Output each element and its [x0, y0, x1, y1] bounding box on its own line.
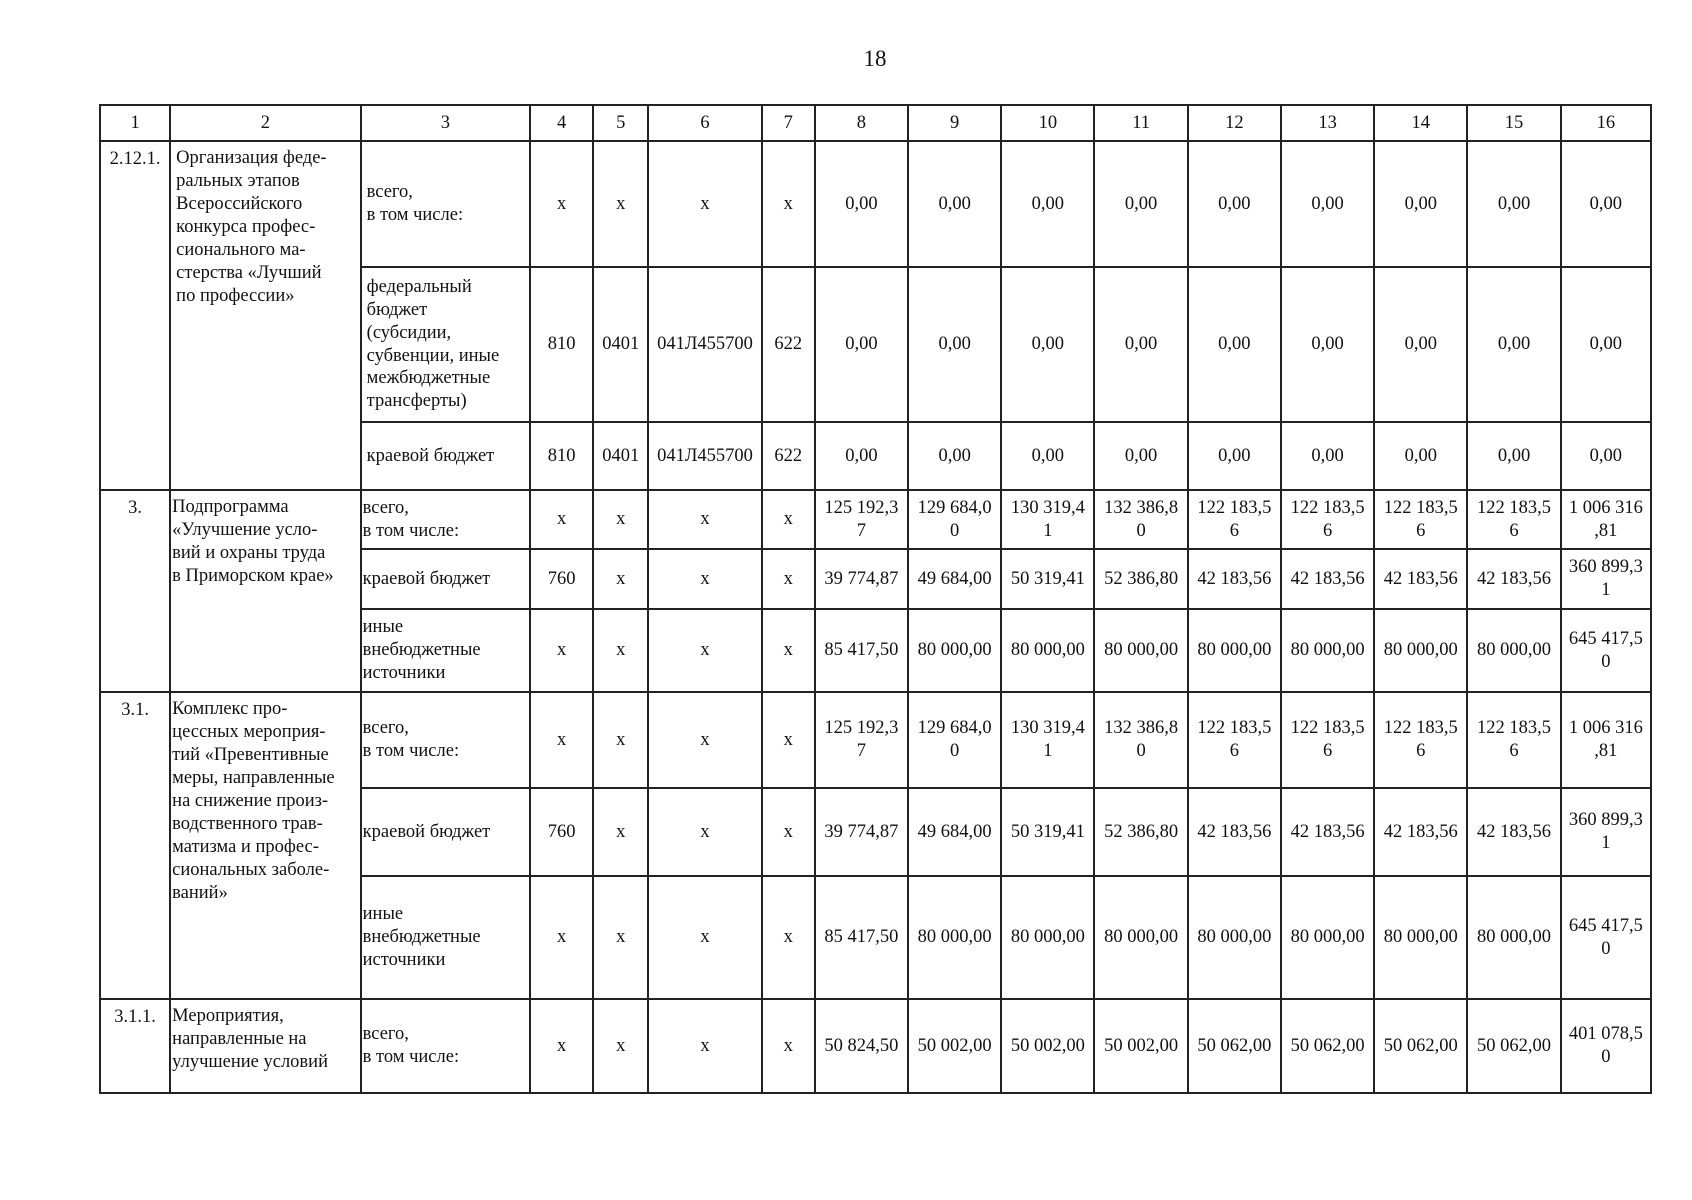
amount-cell: 1 006 316 ,81 — [1561, 692, 1651, 788]
amount-cell: 0,00 — [1281, 141, 1374, 267]
budget-code: х — [648, 999, 761, 1093]
page-number: 18 — [863, 46, 887, 71]
amount-cell: 0,00 — [1188, 422, 1281, 490]
column-header: 13 — [1281, 105, 1374, 141]
budget-code: х — [593, 609, 648, 692]
amount-cell: 122 183,5 6 — [1281, 692, 1374, 788]
amount-cell: 122 183,5 6 — [1467, 692, 1560, 788]
amount-cell: 122 183,5 6 — [1374, 490, 1467, 549]
item-name: Комплекс про- цессных мероприя- тий «Превентивные меры, направленные на снижение произ- водственного трав- матизма и профес- сиональных заболе- ваний» — [170, 692, 360, 999]
amount-cell: 0,00 — [1281, 422, 1374, 490]
amount-cell: 42 183,56 — [1188, 788, 1281, 876]
amount-cell: 125 192,3 7 — [815, 490, 908, 549]
amount-cell: 0,00 — [1467, 422, 1560, 490]
budget-code: 622 — [762, 422, 815, 490]
amount-cell: 80 000,00 — [1467, 876, 1560, 999]
funding-source: иные внебюджетные источники — [361, 609, 530, 692]
amount-cell: 50 002,00 — [908, 999, 1001, 1093]
amount-cell: 401 078,5 0 — [1561, 999, 1651, 1093]
amount-cell: 0,00 — [1561, 267, 1651, 422]
budget-code: х — [530, 999, 593, 1093]
funding-source: всего, в том числе: — [361, 141, 530, 267]
item-name: Организация феде- ральных этапов Всероссийского конкурса профес- сионального ма- стерства «Лучший по профессии» — [170, 141, 360, 490]
amount-cell: 50 062,00 — [1374, 999, 1467, 1093]
table-row — [100, 490, 1651, 549]
amount-cell: 42 183,56 — [1374, 549, 1467, 609]
amount-cell: 0,00 — [1001, 141, 1094, 267]
column-header: 10 — [1001, 105, 1094, 141]
budget-code: х — [648, 141, 761, 267]
budget-code: х — [762, 692, 815, 788]
table-row — [100, 999, 1651, 1093]
budget-code: х — [530, 141, 593, 267]
budget-code: 760 — [530, 788, 593, 876]
item-number: 3.1. — [100, 692, 170, 999]
amount-cell: 39 774,87 — [815, 788, 908, 876]
funding-source: краевой бюджет — [361, 422, 530, 490]
amount-cell: 0,00 — [815, 422, 908, 490]
amount-cell: 80 000,00 — [908, 609, 1001, 692]
column-header: 3 — [361, 105, 530, 141]
amount-cell: 0,00 — [1188, 141, 1281, 267]
budget-code: 041Л455700 — [648, 267, 761, 422]
amount-cell: 50 319,41 — [1001, 549, 1094, 609]
amount-cell: 0,00 — [1001, 422, 1094, 490]
amount-cell: 129 684,0 0 — [908, 490, 1001, 549]
funding-source: всего, в том числе: — [361, 490, 530, 549]
budget-code: х — [762, 141, 815, 267]
column-header: 11 — [1094, 105, 1187, 141]
budget-code: х — [648, 788, 761, 876]
column-header: 8 — [815, 105, 908, 141]
budget-code: х — [530, 609, 593, 692]
amount-cell: 52 386,80 — [1094, 788, 1187, 876]
amount-cell: 0,00 — [908, 422, 1001, 490]
budget-code: 0401 — [593, 422, 648, 490]
budget-code: 0401 — [593, 267, 648, 422]
amount-cell: 0,00 — [815, 141, 908, 267]
budget-code: х — [648, 609, 761, 692]
amount-cell: 0,00 — [1094, 422, 1187, 490]
amount-cell: 80 000,00 — [1001, 609, 1094, 692]
amount-cell: 42 183,56 — [1467, 788, 1560, 876]
amount-cell: 50 824,50 — [815, 999, 908, 1093]
budget-code: х — [593, 490, 648, 549]
budget-code: х — [530, 876, 593, 999]
amount-cell: 80 000,00 — [1094, 609, 1187, 692]
amount-cell: 122 183,5 6 — [1281, 490, 1374, 549]
amount-cell: 360 899,3 1 — [1561, 549, 1651, 609]
amount-cell: 80 000,00 — [1281, 876, 1374, 999]
budget-code: 810 — [530, 422, 593, 490]
item-name: Мероприятия, направленные на улучшение условий — [170, 999, 360, 1093]
amount-cell: 42 183,56 — [1467, 549, 1560, 609]
amount-cell: 122 183,5 6 — [1467, 490, 1560, 549]
amount-cell: 85 417,50 — [815, 876, 908, 999]
amount-cell: 360 899,3 1 — [1561, 788, 1651, 876]
amount-cell: 122 183,5 6 — [1188, 692, 1281, 788]
column-header: 7 — [762, 105, 815, 141]
amount-cell: 122 183,5 6 — [1374, 692, 1467, 788]
amount-cell: 49 684,00 — [908, 788, 1001, 876]
amount-cell: 0,00 — [1374, 141, 1467, 267]
amount-cell: 80 000,00 — [1374, 876, 1467, 999]
budget-code: х — [593, 141, 648, 267]
budget-code: х — [530, 490, 593, 549]
budget-code: х — [648, 692, 761, 788]
column-header: 6 — [648, 105, 761, 141]
amount-cell: 129 684,0 0 — [908, 692, 1001, 788]
amount-cell: 50 062,00 — [1188, 999, 1281, 1093]
funding-source: краевой бюджет — [361, 549, 530, 609]
column-header: 2 — [170, 105, 360, 141]
budget-table — [99, 104, 1652, 1094]
column-header: 4 — [530, 105, 593, 141]
funding-source: всего, в том числе: — [361, 692, 530, 788]
amount-cell: 42 183,56 — [1281, 788, 1374, 876]
amount-cell: 0,00 — [1094, 267, 1187, 422]
budget-code: 041Л455700 — [648, 422, 761, 490]
budget-code: 760 — [530, 549, 593, 609]
amount-cell: 49 684,00 — [908, 549, 1001, 609]
amount-cell: 50 062,00 — [1467, 999, 1560, 1093]
amount-cell: 0,00 — [1561, 141, 1651, 267]
amount-cell: 0,00 — [1561, 422, 1651, 490]
amount-cell: 52 386,80 — [1094, 549, 1187, 609]
amount-cell: 122 183,5 6 — [1188, 490, 1281, 549]
amount-cell: 50 319,41 — [1001, 788, 1094, 876]
amount-cell: 80 000,00 — [1188, 609, 1281, 692]
amount-cell: 50 002,00 — [1094, 999, 1187, 1093]
budget-code: х — [648, 490, 761, 549]
budget-code: 810 — [530, 267, 593, 422]
budget-code: х — [762, 609, 815, 692]
budget-code: х — [762, 490, 815, 549]
amount-cell: 0,00 — [908, 267, 1001, 422]
item-number: 3. — [100, 490, 170, 692]
amount-cell: 645 417,5 0 — [1561, 609, 1651, 692]
budget-code: х — [762, 999, 815, 1093]
column-header: 9 — [908, 105, 1001, 141]
amount-cell: 132 386,8 0 — [1094, 692, 1187, 788]
item-name: Подпрограмма «Улучшение усло- вий и охраны труда в Приморском крае» — [170, 490, 360, 692]
column-header: 14 — [1374, 105, 1467, 141]
amount-cell: 42 183,56 — [1374, 788, 1467, 876]
amount-cell: 80 000,00 — [1374, 609, 1467, 692]
amount-cell: 132 386,8 0 — [1094, 490, 1187, 549]
budget-code: х — [762, 788, 815, 876]
amount-cell: 0,00 — [815, 267, 908, 422]
table-body — [100, 105, 1651, 1093]
amount-cell: 130 319,4 1 — [1001, 490, 1094, 549]
amount-cell: 0,00 — [908, 141, 1001, 267]
amount-cell: 42 183,56 — [1188, 549, 1281, 609]
column-header: 1 — [100, 105, 170, 141]
amount-cell: 80 000,00 — [1001, 876, 1094, 999]
amount-cell: 85 417,50 — [815, 609, 908, 692]
item-number: 3.1.1. — [100, 999, 170, 1093]
amount-cell: 80 000,00 — [908, 876, 1001, 999]
amount-cell: 0,00 — [1188, 267, 1281, 422]
budget-code: х — [648, 549, 761, 609]
amount-cell: 0,00 — [1374, 267, 1467, 422]
amount-cell: 50 062,00 — [1281, 999, 1374, 1093]
budget-code: х — [648, 876, 761, 999]
column-header: 16 — [1561, 105, 1651, 141]
budget-code: х — [593, 788, 648, 876]
amount-cell: 0,00 — [1374, 422, 1467, 490]
amount-cell: 1 006 316 ,81 — [1561, 490, 1651, 549]
column-header: 5 — [593, 105, 648, 141]
budget-code: х — [593, 999, 648, 1093]
amount-cell: 0,00 — [1281, 267, 1374, 422]
table-row — [100, 141, 1651, 267]
column-header: 15 — [1467, 105, 1560, 141]
amount-cell: 80 000,00 — [1281, 609, 1374, 692]
amount-cell: 0,00 — [1467, 267, 1560, 422]
amount-cell: 80 000,00 — [1094, 876, 1187, 999]
amount-cell: 0,00 — [1467, 141, 1560, 267]
amount-cell: 645 417,5 0 — [1561, 876, 1651, 999]
amount-cell: 39 774,87 — [815, 549, 908, 609]
amount-cell: 80 000,00 — [1188, 876, 1281, 999]
amount-cell: 130 319,4 1 — [1001, 692, 1094, 788]
budget-code: х — [530, 692, 593, 788]
amount-cell: 125 192,3 7 — [815, 692, 908, 788]
amount-cell: 42 183,56 — [1281, 549, 1374, 609]
amount-cell: 50 002,00 — [1001, 999, 1094, 1093]
amount-cell: 0,00 — [1001, 267, 1094, 422]
funding-source: всего, в том числе: — [361, 999, 530, 1093]
amount-cell: 80 000,00 — [1467, 609, 1560, 692]
table-row — [100, 692, 1651, 788]
funding-source: иные внебюджетные источники — [361, 876, 530, 999]
column-header: 12 — [1188, 105, 1281, 141]
budget-code: х — [762, 876, 815, 999]
budget-code: х — [593, 692, 648, 788]
amount-cell: 0,00 — [1094, 141, 1187, 267]
item-number: 2.12.1. — [100, 141, 170, 490]
budget-code: х — [593, 876, 648, 999]
budget-code: 622 — [762, 267, 815, 422]
budget-code: х — [762, 549, 815, 609]
funding-source: федеральный бюджет (субсидии, субвенции, иные межбюджетные трансферты) — [361, 267, 530, 422]
funding-source: краевой бюджет — [361, 788, 530, 876]
budget-code: х — [593, 549, 648, 609]
header-row — [100, 105, 1651, 141]
